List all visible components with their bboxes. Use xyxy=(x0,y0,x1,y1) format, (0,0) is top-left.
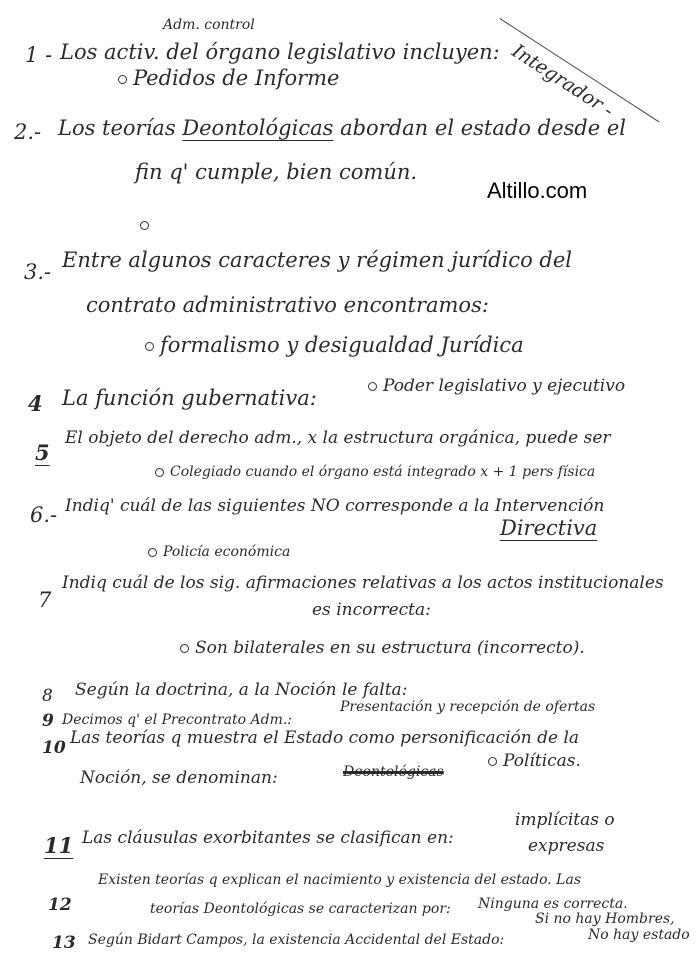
item-4-question: La función gubernativa: xyxy=(62,386,317,410)
bullet-icon xyxy=(118,75,127,84)
item-2-answer-bullet xyxy=(140,214,155,235)
item-6-question: Indiq' cuál de las siguientes NO corresponde a la Intervención xyxy=(65,496,605,516)
item-12-number: 12 xyxy=(48,895,72,915)
item-11-answer: implícitas o xyxy=(515,810,615,830)
item-10-question: Las teorías q muestra el Estado como personificación de la xyxy=(70,728,580,748)
item-10-question-line2: Noción, se denominan: xyxy=(80,768,278,788)
item-2-number: 2.- xyxy=(14,120,42,144)
item-12-answer: Ninguna es correcta. xyxy=(478,896,628,912)
item-10-answer-struck: Deontológicas xyxy=(343,764,444,780)
item-5-number: 5 xyxy=(35,440,50,465)
item-12-question: Existen teorías q explican el nacimiento y existencia del estado. Las xyxy=(98,872,581,888)
item-7-question-line2: es incorrecta: xyxy=(312,600,431,620)
item-3-answer: formalismo y desigualdad Jurídica xyxy=(145,335,524,356)
item-3-question-line2: contrato administrativo encontramos: xyxy=(86,293,489,317)
item-7-question: Indiq cuál de los sig. afirmaciones relativas a los actos institucionales xyxy=(62,573,664,593)
item-5-answer: Colegiado cuando el órgano está integrado x + 1 pers física xyxy=(155,465,595,479)
item-9-answer: Presentación y recepción de ofertas xyxy=(340,699,596,715)
item-11-number: 11 xyxy=(44,833,74,858)
item-11-question: Las cláusulas exorbitantes se clasifican en: xyxy=(82,828,454,848)
bullet-icon xyxy=(180,644,189,653)
bullet-icon xyxy=(488,757,497,766)
item-6-number: 6.- xyxy=(30,503,58,527)
item-4-answer: Poder legislativo y ejecutivo xyxy=(368,378,625,395)
item-13-answer: Si no hay Hombres, xyxy=(535,911,675,927)
item-2-question-line2: fin q' cumple, bien común. xyxy=(135,160,418,184)
item-1-question: Los activ. del órgano legislativo incluyen: xyxy=(60,40,500,64)
item-8-number: 8 xyxy=(42,686,53,706)
item-5-question: El objeto del derecho adm., x la estructura orgánica, puede ser xyxy=(65,428,611,448)
item-3-number: 3.- xyxy=(24,260,52,284)
item-12-question-line2: teorías Deontológicas se caracterizan por: xyxy=(150,901,451,917)
bullet-icon xyxy=(145,342,154,351)
item-10-number: 10 xyxy=(42,738,66,758)
item-7-answer: Son bilaterales en su estructura (incorrecto). xyxy=(180,640,585,657)
bullet-icon xyxy=(148,548,157,557)
item-1-above-note: Adm. control xyxy=(163,17,255,33)
item-9-number: 9 xyxy=(42,711,54,731)
item-10-answer: Políticas. xyxy=(488,753,581,770)
item-1-number: 1 - xyxy=(25,43,53,67)
item-13-answer-line2: No hay estado xyxy=(588,927,690,943)
item-4-number: 4 xyxy=(28,391,43,416)
item-2-question: Los teorías Deontológicas abordan el estado desde el xyxy=(58,116,626,140)
item-13-number: 13 xyxy=(52,933,76,953)
item-6-answer: Policía económica xyxy=(148,545,290,559)
item-13-question: Según Bidart Campos, la existencia Accidental del Estado: xyxy=(88,932,505,948)
item-11-answer-line2: expresas xyxy=(528,836,605,856)
bullet-icon xyxy=(155,468,164,477)
item-8-question: Según la doctrina, a la Noción le falta: xyxy=(75,680,408,700)
corner-annotation-line xyxy=(499,18,659,122)
bullet-icon xyxy=(140,221,149,230)
item-3-question: Entre algunos caracteres y régimen jurídico del xyxy=(62,248,572,272)
bullet-icon xyxy=(368,382,377,391)
item-9-question: Decimos q' el Precontrato Adm.: xyxy=(62,712,293,728)
item-6-question-line2: Directiva xyxy=(500,516,598,540)
item-1-answer: Pedidos de Informe xyxy=(118,68,339,89)
watermark: Altillo.com xyxy=(487,178,588,203)
corner-annotation: Integrador - xyxy=(508,40,618,122)
item-7-number: 7 xyxy=(38,588,52,612)
